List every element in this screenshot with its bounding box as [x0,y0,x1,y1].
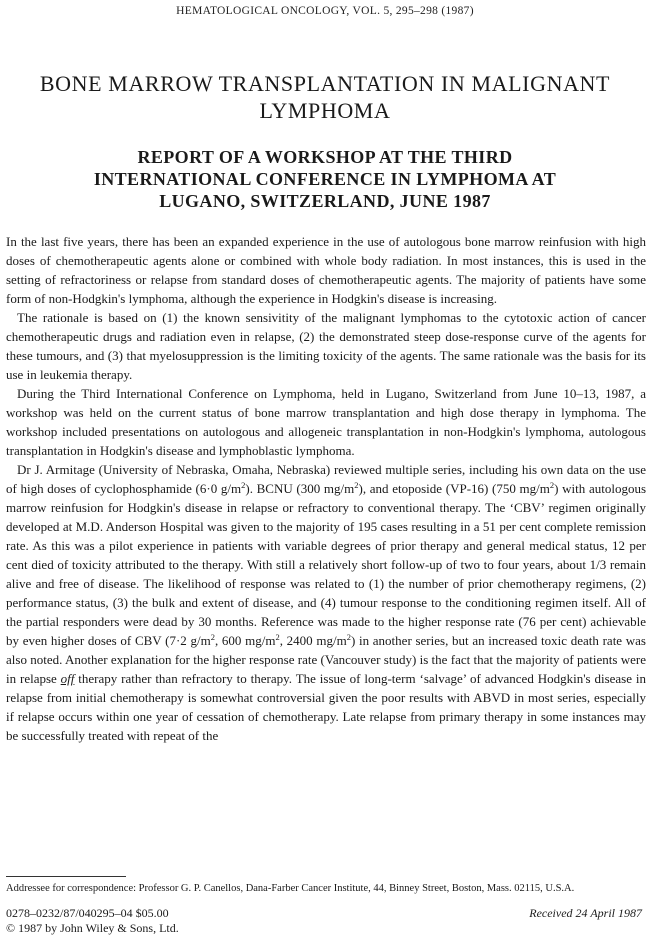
copyright-line: © 1987 by John Wiley & Sons, Ltd. [6,921,179,935]
article-subtitle-line-3: LUGANO, SWITZERLAND, JUNE 1987 [159,191,491,211]
superscript: 2 [210,632,215,642]
emphasis-off: off [60,671,75,686]
text-run: Dr J. Armitage (University of Nebraska, Omaha, Nebraska) reviewed multiple series, including his own data on the use of high doses of cyclophosphamide (6·0 g/m [6,462,646,496]
issn-line: 0278–0232/87/040295–04 $05.00 [6,906,169,920]
superscript: 2 [275,632,280,642]
article-subtitle-line-1: REPORT OF A WORKSHOP AT THE THIRD [137,147,513,167]
article-subtitle-line-2: INTERNATIONAL CONFERENCE IN LYMPHOMA AT [93,169,557,189]
text-run: , 600 mg/m [214,633,276,648]
text-run: ) with autologous marrow reinfusion for Hodgkin's disease in relapse or refractory to conventional therapy. The ‘CBV’ regimen originally developed at M.D. Anderson Hospital was given to the majority of 195 cases resulting in a 51 per cent complete remission rate. As this was a pilot experience in patients with variable degrees of prior therapy and general medical status, 12 per cent died of toxicity attributed to the therapy. With still a relatively short follow-up of two to four years, about 1/3 remain alive and free of disease. The likelihood of response was related to (1) the number of prior chemotherapy regimens, (2) performance status, (3) the bulk and extent of disease, and (4) tumour response to the conditioning regimen itself. All of the partial responders were dead by 30 months. Reference was made to the higher response rate (76 per cent) achievable by even higher doses of CBV (7·2 g/m [6,481,646,648]
text-run: , 2400 mg/m [279,633,347,648]
paragraph-workshop: During the Third International Conference on Lymphoma, held in Lugano, Switzerland from June 10–13, 1987, a workshop was held on the current status of bone marrow transplantation and high dose therapy in lymphoma. The workshop included presentations on autologous and allogeneic transplantation in non-Hodgkin's lymphoma, autologous transplantation in Hodgkin's disease and lymphoblastic lymphoma. [6,386,646,458]
article-title-line-1: BONE MARROW TRANSPLANTATION IN MALIGNANT [39,71,611,96]
paragraph-armitage [6,460,646,745]
text-run: ). BCNU (300 mg/m [245,481,355,496]
superscript: 2 [241,480,246,490]
text-run: ), and etoposide (VP-16) (750 mg/m [358,481,550,496]
paragraph-rationale: The rationale is based on (1) the known sensivitity of the malignant lymphomas to the cytotoxic action of cancer chemotherapeutic drugs and radiation even in relapse, (2) the demonstrated steep dose-response curve of the agents for these tumours, and (3) that myelosuppression is the limiting toxicity of the agents. The same rationale was the basis for its use in leukemia therapy. [6,310,646,382]
text-run: ) in another series, but an increased toxic death rate was also noted. Another explanation for the higher response rate (Vancouver study) is the fact that the majority of patients were in relapse [6,633,646,686]
running-head: HEMATOLOGICAL ONCOLOGY, VOL. 5, 295–298 (1987) [176,5,474,17]
superscript: 2 [549,480,555,490]
text-run: therapy rather than refractory to therapy. The issue of long-term ‘salvage’ of advanced Hodgkin's disease in relapse from initial chemotherapy is somewhat controversial given the poor results with ABVD in most series, especially if relapse occurs within one year of cessation of chemotherapy. Late relapse from primary therapy in some instances may be successfully treated with repeat of the [6,671,646,743]
article-body [6,232,646,745]
superscript: 2 [346,632,351,642]
article-subtitle [0,146,650,212]
paragraph-intro: In the last five years, there has been an expanded experience in the use of autologous bone marrow reinfusion with high doses of chemotherapeutic agents alone or combined with whole body radiation. In most instances, this is used in the setting of refractoriness or relapse from standard doses of chemotherapeutic agents. The majority of patients have some form of non-Hodgkin's lymphoma, although the experience in Hodgkin's disease is increasing. [6,234,646,306]
footnote-divider [6,876,126,877]
article-title [0,70,650,124]
superscript: 2 [354,480,359,490]
article-title-line-2: LYMPHOMA [259,98,391,123]
correspondence-footnote: Addressee for correspondence: Professor G. P. Canellos, Dana-Farber Cancer Institute, 44, Binney Street, Boston, Mass. 02115, U.S.A. [6,883,575,894]
received-date: Received 24 April 1987 [529,906,642,920]
